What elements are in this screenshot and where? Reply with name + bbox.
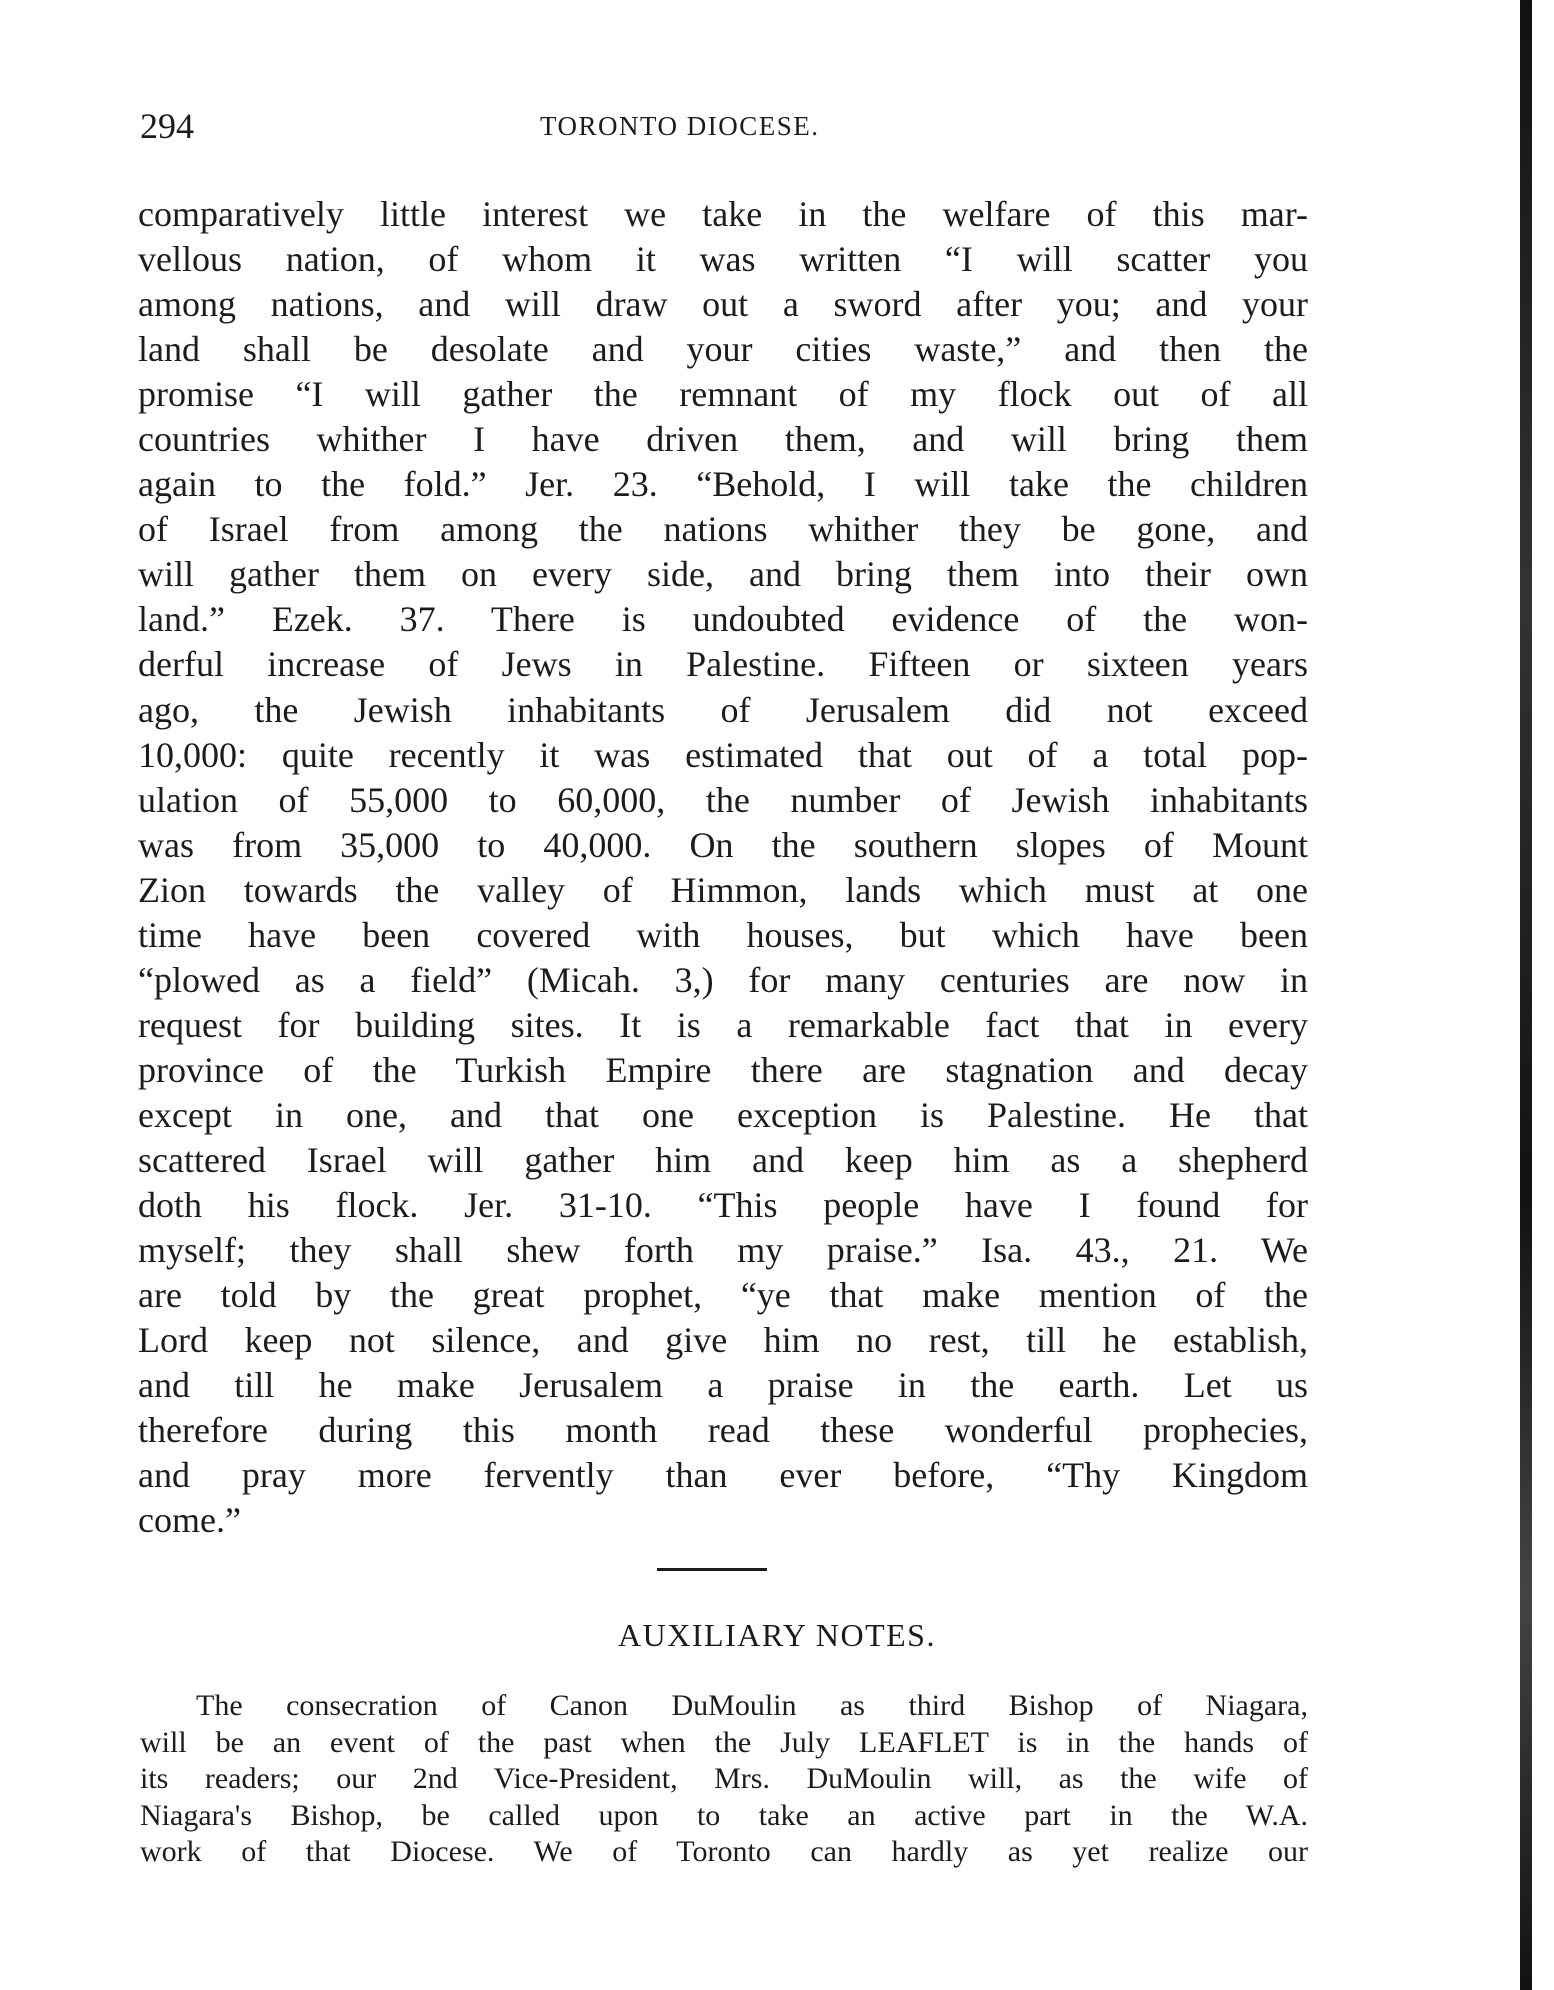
body-line: comparatively little interest we take in the welfare of this mar- (138, 194, 1308, 234)
body-line: province of the Turkish Empire there are stagnation and decay (138, 1049, 1308, 1090)
notes-line: its readers; our 2nd Vice-President, Mrs. DuMoulin will, as the wife of (140, 1762, 1308, 1795)
notes-line: The consecration of Canon DuMoulin as third Bishop of Niagara, (196, 1689, 1308, 1722)
body-line: “plowed as a field” (Micah. 3,) for many centuries are now in (138, 959, 1308, 1000)
body-line: derful increase of Jews in Palestine. Fifteen or sixteen years (138, 644, 1308, 685)
section-divider (657, 1568, 767, 1571)
body-line: again to the fold.” Jer. 23. “Behold, I will take the children (138, 464, 1308, 505)
body-line: vellous nation, of whom it was written “I will scatter you (138, 239, 1308, 280)
body-line: 10,000: quite recently it was estimated that out of a total pop- (138, 734, 1308, 775)
body-line: except in one, and that one exception is Palestine. He that (138, 1094, 1308, 1135)
body-line: therefore during this month read these wonderful prophecies, (138, 1410, 1308, 1451)
body-line: of Israel from among the nations whither they be gone, and (138, 509, 1308, 550)
binding-edge (1520, 0, 1532, 1990)
body-line: and till he make Jerusalem a praise in the earth. Let us (138, 1365, 1308, 1406)
body-line: land.” Ezek. 37. There is undoubted evidence of the won- (138, 599, 1308, 640)
page-header (140, 105, 1310, 155)
body-line: time have been covered with houses, but which have been (138, 914, 1308, 955)
body-line: and pray more fervently than ever before, “Thy Kingdom (138, 1455, 1308, 1496)
body-line: are told by the great prophet, “ye that make mention of the (138, 1275, 1308, 1316)
body-line: ago, the Jewish inhabitants of Jerusalem did not exceed (138, 689, 1308, 730)
page-number: 294 (140, 106, 194, 146)
body-line: Lord keep not silence, and give him no rest, till he establish, (138, 1320, 1308, 1361)
body-line: promise “I will gather the remnant of my flock out of all (138, 374, 1308, 415)
body-line: land shall be desolate and your cities waste,” and then the (138, 329, 1308, 370)
notes-line: work of that Diocese. We of Toronto can hardly as yet realize our (140, 1835, 1308, 1868)
body-line: myself; they shall shew forth my praise.” Isa. 43., 21. We (138, 1230, 1308, 1271)
running-title: TORONTO DIOCESE. (540, 111, 820, 141)
body-line: Zion towards the valley of Himmon, lands which must at one (138, 869, 1308, 910)
body-line: among nations, and will draw out a sword after you; and your (138, 284, 1308, 325)
notes-line: Niagara's Bishop, be called upon to take an active part in the W.A. (140, 1798, 1308, 1832)
notes-line: will be an event of the past when the July LEAFLET is in the hands of (140, 1725, 1308, 1759)
body-line: was from 35,000 to 40,000. On the southern slopes of Mount (138, 824, 1308, 865)
body-line: countries whither I have driven them, and will bring them (138, 419, 1308, 460)
body-line: scattered Israel will gather him and keep him as a shepherd (138, 1139, 1308, 1180)
notes-text (140, 1688, 1308, 1871)
body-line: request for building sites. It is a remarkable fact that in every (138, 1004, 1308, 1045)
body-line: doth his flock. Jer. 31-10. “This people have I found for (138, 1185, 1308, 1226)
body-line: come.” (138, 1500, 241, 1541)
body-line: ulation of 55,000 to 60,000, the number of Jewish inhabitants (138, 779, 1308, 820)
body-text (138, 192, 1308, 1543)
body-line: will gather them on every side, and bring them into their own (138, 554, 1308, 595)
section-title: AUXILIARY NOTES. (618, 1617, 936, 1653)
